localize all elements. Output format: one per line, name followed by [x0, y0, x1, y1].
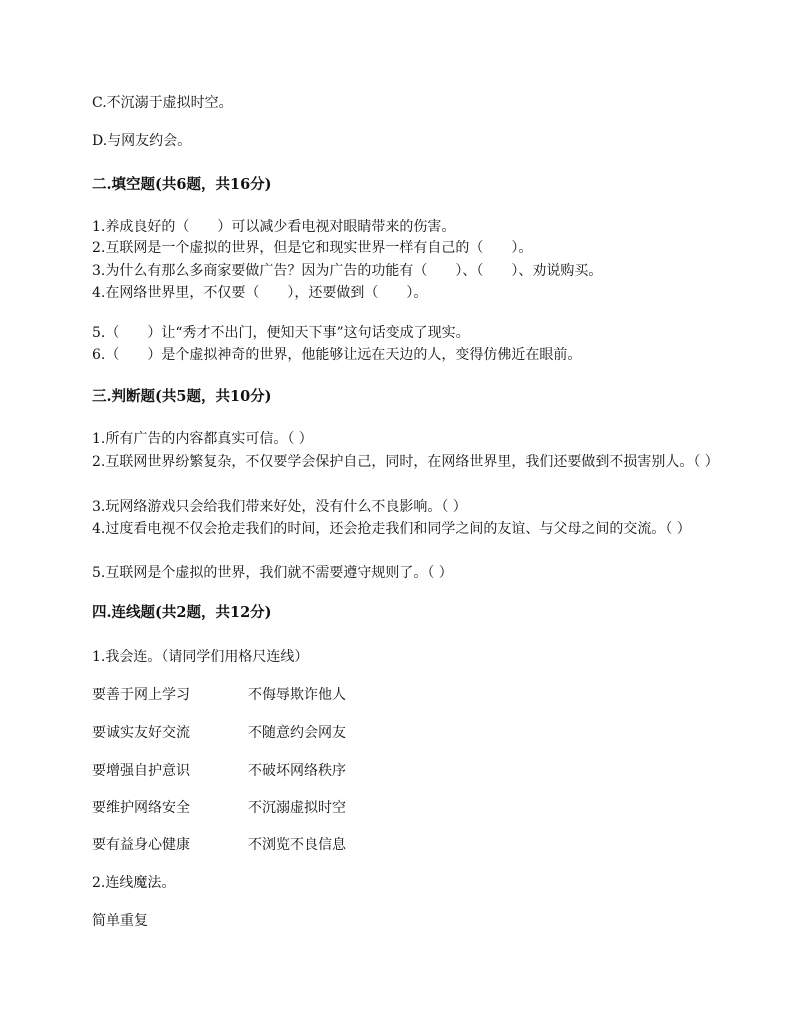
matching-left-item: 要有益身心健康 — [92, 837, 190, 853]
section-heading-true-false: 三.判断题(共5题，共10分) — [92, 388, 272, 405]
fill-blank-item: 5.（ ）让“秀才不出门，便知天下事”这句话变成了现实。 — [92, 325, 470, 341]
option-c: C.不沉溺于虚拟时空。 — [92, 95, 233, 111]
option-d: D.与网友约会。 — [92, 133, 192, 149]
fill-blank-item: 6.（ ）是个虚拟神奇的世界，他能够让远在天边的人，变得仿佛近在眼前。 — [92, 347, 582, 363]
matching-left-item: 要善于网上学习 — [92, 687, 190, 703]
matching-right-item: 不破坏网络秩序 — [248, 763, 346, 779]
true-false-item: 5.互联网是个虚拟的世界，我们就不需要遵守规则了。（ ） — [92, 565, 453, 581]
true-false-item: 4.过度看电视不仅会抢走我们的时间，还会抢走我们和同学之间的友谊、与父母之间的交流。（ ） — [92, 521, 691, 537]
matching-right-item: 不侮辱欺诈他人 — [248, 687, 346, 703]
matching-left-item: 要维护网络安全 — [92, 800, 190, 816]
matching-right-item: 不沉溺虚拟时空 — [248, 800, 346, 816]
matching-left-item: 要增强自护意识 — [92, 763, 190, 779]
matching-question-1: 1.我会连。（请同学们用格尺连线） — [92, 649, 309, 665]
matching-question-2: 2.连线魔法。 — [92, 875, 176, 891]
matching-left-item: 要诚实友好交流 — [92, 725, 190, 741]
true-false-item: 3.玩网络游戏只会给我们带来好处，没有什么不良影响。（ ） — [92, 499, 467, 515]
matching-q2-item: 简单重复 — [92, 913, 148, 929]
matching-right-item: 不随意约会网友 — [248, 725, 346, 741]
fill-blank-item: 2.互联网是一个虚拟的世界，但是它和现实世界一样有自己的（ ）。 — [92, 240, 533, 256]
fill-blank-item: 1.养成良好的（ ）可以减少看电视对眼睛带来的伤害。 — [92, 219, 456, 235]
fill-blank-item: 4.在网络世界里，不仅要（ ），还要做到（ ）。 — [92, 285, 428, 301]
section-heading-fill-blank: 二.填空题(共6题，共16分) — [92, 176, 272, 193]
section-heading-matching: 四.连线题(共2题，共12分) — [92, 604, 272, 621]
true-false-item: 2.互联网世界纷繁复杂，不仅要学会保护自己，同时，在网络世界里，我们还要做到不损害别人。（ ） — [92, 454, 719, 470]
true-false-item: 1.所有广告的内容都真实可信。（ ） — [92, 431, 313, 447]
fill-blank-item: 3.为什么有那么多商家要做广告？因为广告的功能有（ ）、（ ）、劝说购买。 — [92, 263, 603, 279]
matching-right-item: 不浏览不良信息 — [248, 837, 346, 853]
